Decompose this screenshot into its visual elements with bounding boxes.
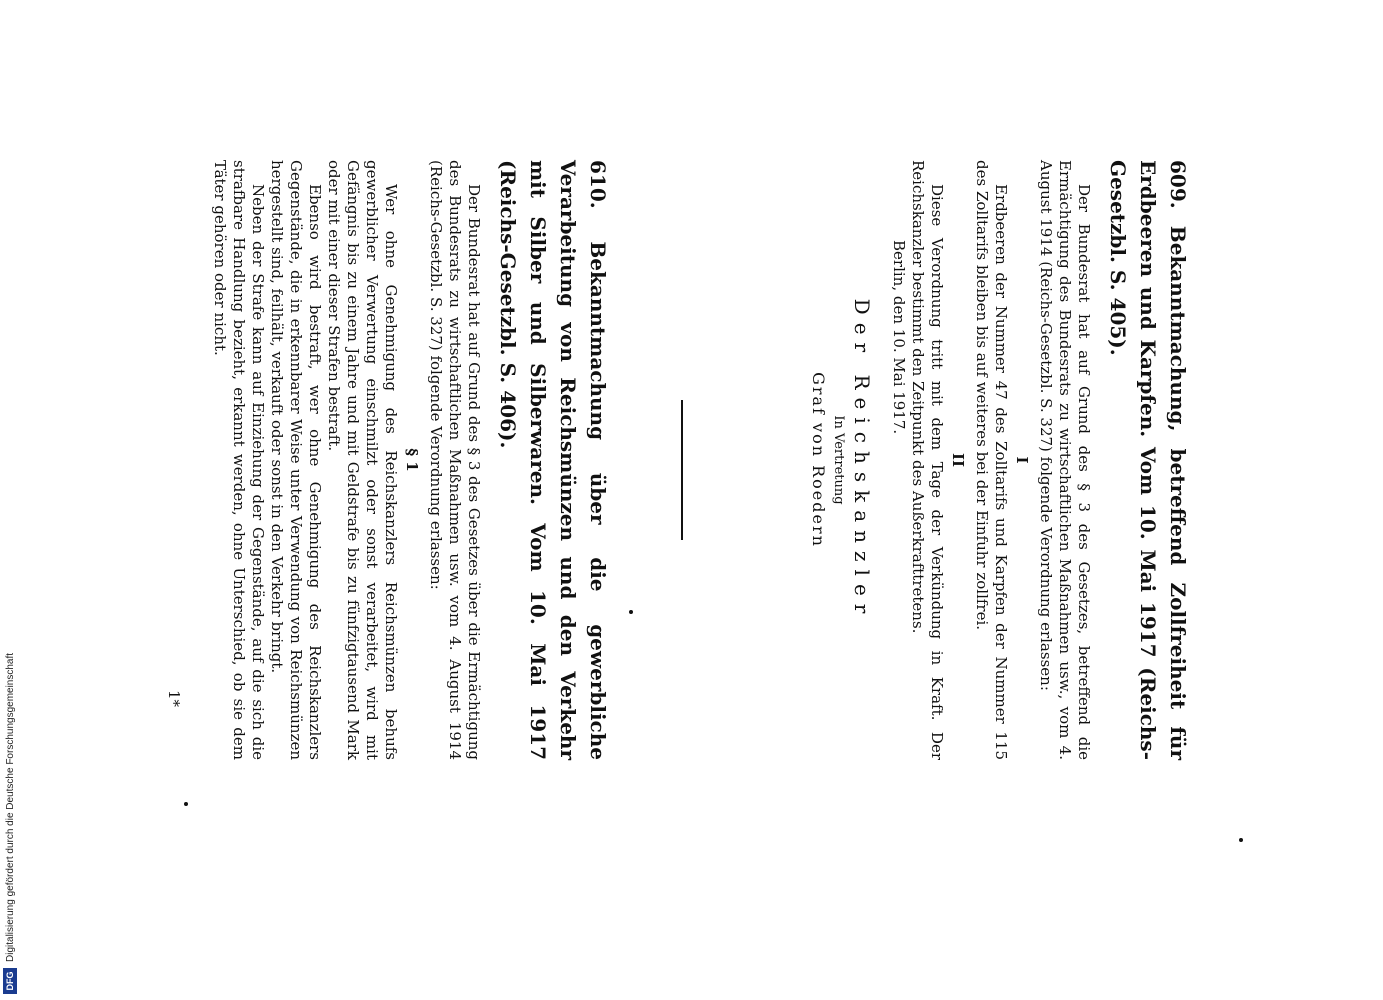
notice-610-para-1: Wer ohne Genehmigung des Reichskanzlers Reichsmünzen behufs gewerblicher Verwertung einschmilzt oder sonst verarbeitet, wird mit Gefängnis bis zu einem Jahre und mit Geldstrafe bis zu fünfzigtausend Mark oder mit einer dieser Strafen bestraft. bbox=[325, 160, 400, 760]
notice-610 bbox=[210, 160, 613, 760]
notice-609-section-2-mark: II bbox=[949, 452, 967, 468]
signature-block bbox=[807, 160, 877, 760]
notice-610-para-3: Neben der Strafe kann auf Einziehung der Gegenstände, auf die sich die strafbare Handlung bezieht, erkannt werden, ohne Unterschied, ob sie dem Täter gehören oder nicht. bbox=[211, 160, 267, 760]
page-number: 1* bbox=[165, 690, 183, 708]
notice-610-para-2: Ebenso wird bestraft, wer ohne Genehmigung des Reichskanzlers Gegenstände, die in erkennbarer Weise unter Verwendung von Reichsmünzen hergestellt sind, feilhält, verkauft oder sonst in den Verkehr bringt. bbox=[268, 160, 324, 760]
signature-representation: In Vertretung bbox=[831, 415, 846, 505]
notice-609-date-line: Berlin, den 10. Mai 1917. bbox=[890, 240, 908, 435]
dfg-logo: DFG bbox=[3, 968, 17, 994]
notice-610-heading: 610. Bekanntmachung über die gewerbliche Verarbeitung von Reichsmünzen und den Verkehr mit Silber und Silberwaren. Vom 10. Mai 1917 (Reichs-Gesetzbl. S. 406). bbox=[496, 160, 610, 760]
signature-title: Der Reichskanzler bbox=[850, 298, 874, 622]
notice-609 bbox=[807, 160, 1193, 760]
notice-609-intro: Der Bundesrat hat auf Grund des § 3 des Gesetzes, betreffend die Ermächtigung des Bundesrats zu wirtschaftlichen Maßnahmen usw., vom 4. August 1914 (Reichs-Gesetzbl. S. 327) folgende Verordnung erlassen: bbox=[1037, 160, 1093, 760]
notice-610-intro: Der Bundesrat hat auf Grund des § 3 des Gesetzes über die Ermächtigung des Bundesrats zu wirtschaftlichen Maßnahmen usw. vom 4. August 1914 (Reichs-Gesetzbl. S. 327) folgende Verordnung erlassen: bbox=[427, 160, 483, 760]
section-divider bbox=[681, 400, 683, 540]
speck-mark bbox=[184, 802, 188, 806]
speck-mark bbox=[1239, 838, 1243, 842]
footer-credit: Digitalisierung gefördert durch die Deutsche Forschungsgemeinschaft bbox=[4, 652, 16, 962]
notice-609-section-1-mark: I bbox=[1013, 456, 1031, 464]
signature-name: Graf von Roedern bbox=[809, 372, 828, 548]
notice-609-section-2-text: Diese Verordnung tritt mit dem Tage der Verkündung in Kraft. Der Reichskanzler bestimmt den Zeitpunkt des Außerkrafttretens. bbox=[909, 160, 946, 760]
digitization-footer bbox=[0, 0, 20, 1000]
notice-609-section-1-text: Erdbeeren der Nummer 47 des Zolltarifs und Karpfen der Nummer 115 des Zolltarifs bleiben bis auf weiteres bei der Einfuhr zollfrei. bbox=[973, 160, 1010, 760]
notice-610-section-mark: § 1 bbox=[403, 448, 421, 472]
notice-609-heading: 609. Bekanntmachung, betreffend Zollfreiheit für Erdbeeren und Karpfen. Vom 10. Mai 1917 (Reichs-Gesetzbl. S. 405). bbox=[1106, 160, 1190, 760]
speck-mark bbox=[629, 610, 633, 614]
